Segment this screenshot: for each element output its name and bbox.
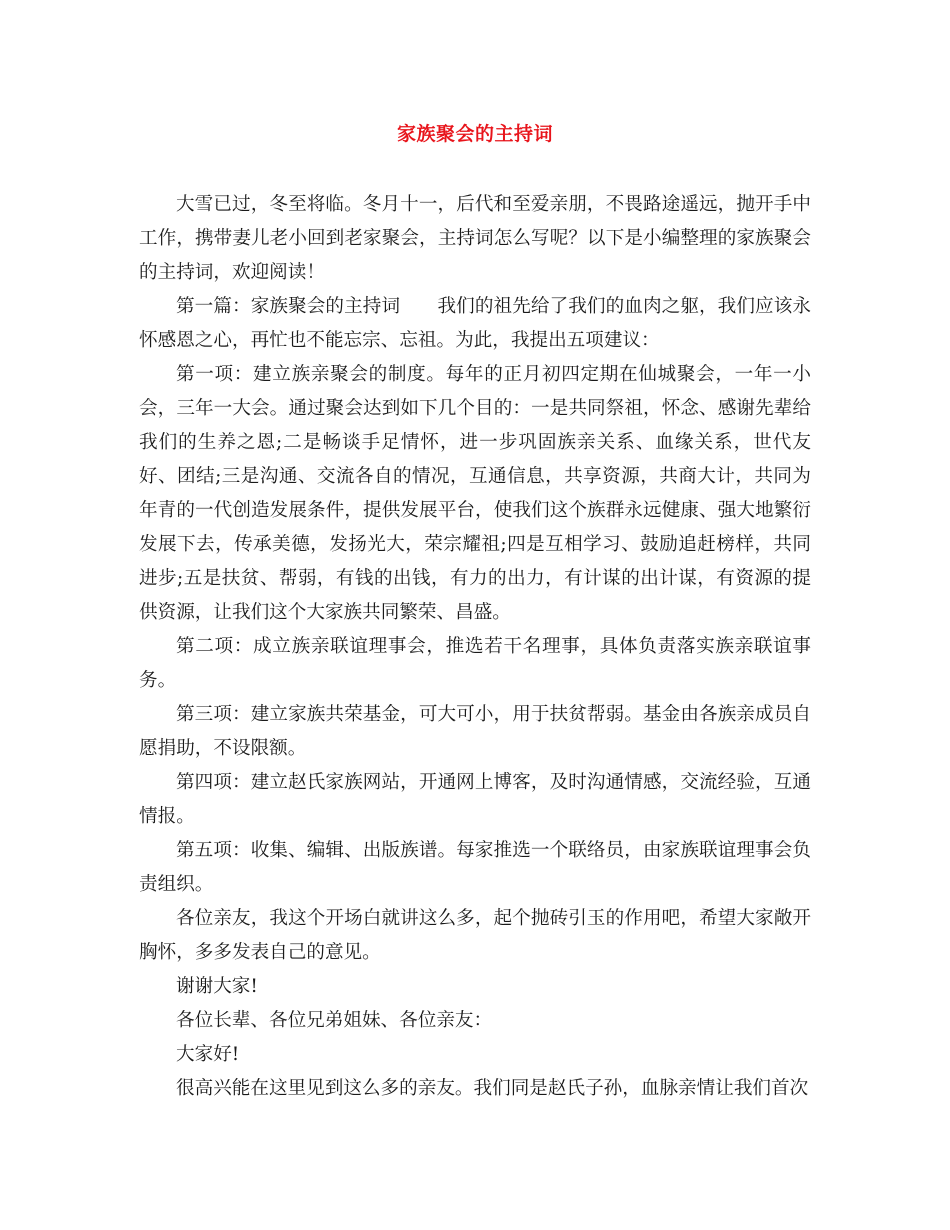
- paragraph-item-five: 第五项：收集、编辑、出版族谱。每家推选一个联络员，由家族联谊理事会负责组织。: [139, 840, 811, 895]
- paragraph-item-two: 第二项：成立族亲联谊理事会，推选若干名理事，具体负责落实族亲联谊事务。: [139, 636, 811, 691]
- paragraph-item-four: 第四项：建立赵氏家族网站，开通网上博客，及时沟通情感，交流经验，互通情报。: [139, 772, 811, 827]
- paragraph-hello: 大家好!: [176, 1044, 240, 1065]
- paragraph-part-one: 第一篇：家族聚会的主持词 我们的祖先给了我们的血肉之躯，我们应该永怀感恩之心，再忙也不能忘宗、忘祖。为此，我提出五项建议：: [139, 296, 811, 351]
- document-body: [139, 188, 811, 1106]
- paragraph-thanks: 谢谢大家!: [176, 976, 258, 997]
- paragraph-item-three: 第三项：建立家族共荣基金，可大可小，用于扶贫帮弱。基金由各族亲成员自愿捐助，不设限额。: [139, 704, 811, 759]
- document-title: 家族聚会的主持词: [396, 123, 553, 145]
- paragraph-item-one: 第一项：建立族亲聚会的制度。每年的正月初四定期在仙城聚会，一年一小会，三年一大会。通过聚会达到如下几个目的：一是共同祭祖，怀念、感谢先辈给我们的生养之恩;二是畅谈手足情怀，进一步巩固族亲关系、血缘关系，世代友好、团结;三是沟通、交流各自的情况，互通信息，共享资源，共商大计，共同为年青的一代创造发展条件，提供发展平台，使我们这个族群永远健康、强大地繁衍发展下去，传承美德，发扬光大，荣宗耀祖;四是互相学习、鼓励追赶榜样，共同进步;五是扶贫、帮弱，有钱的出钱，有力的出力，有计谋的出计谋，有资源的提供资源，让我们这个大家族共同繁荣、昌盛。: [139, 364, 811, 623]
- paragraph-closing: 各位亲友，我这个开场白就讲这么多，起个抛砖引玉的作用吧，希望大家敞开胸怀，多多发表自己的意见。: [139, 908, 811, 963]
- paragraph-greeting: 各位长辈、各位兄弟姐妹、各位亲友：: [176, 1010, 493, 1031]
- paragraph-intro: 大雪已过，冬至将临。冬月十一，后代和至爱亲朋，不畏路途遥远，抛开手中工作，携带妻儿老小回到老家聚会，主持词怎么写呢？以下是小编整理的家族聚会的主持词，欢迎阅读！: [139, 194, 811, 283]
- paragraph-continued: 很高兴能在这里见到这么多的亲友。我们同是赵氏子孙，血脉亲情让我们首次: [176, 1078, 809, 1099]
